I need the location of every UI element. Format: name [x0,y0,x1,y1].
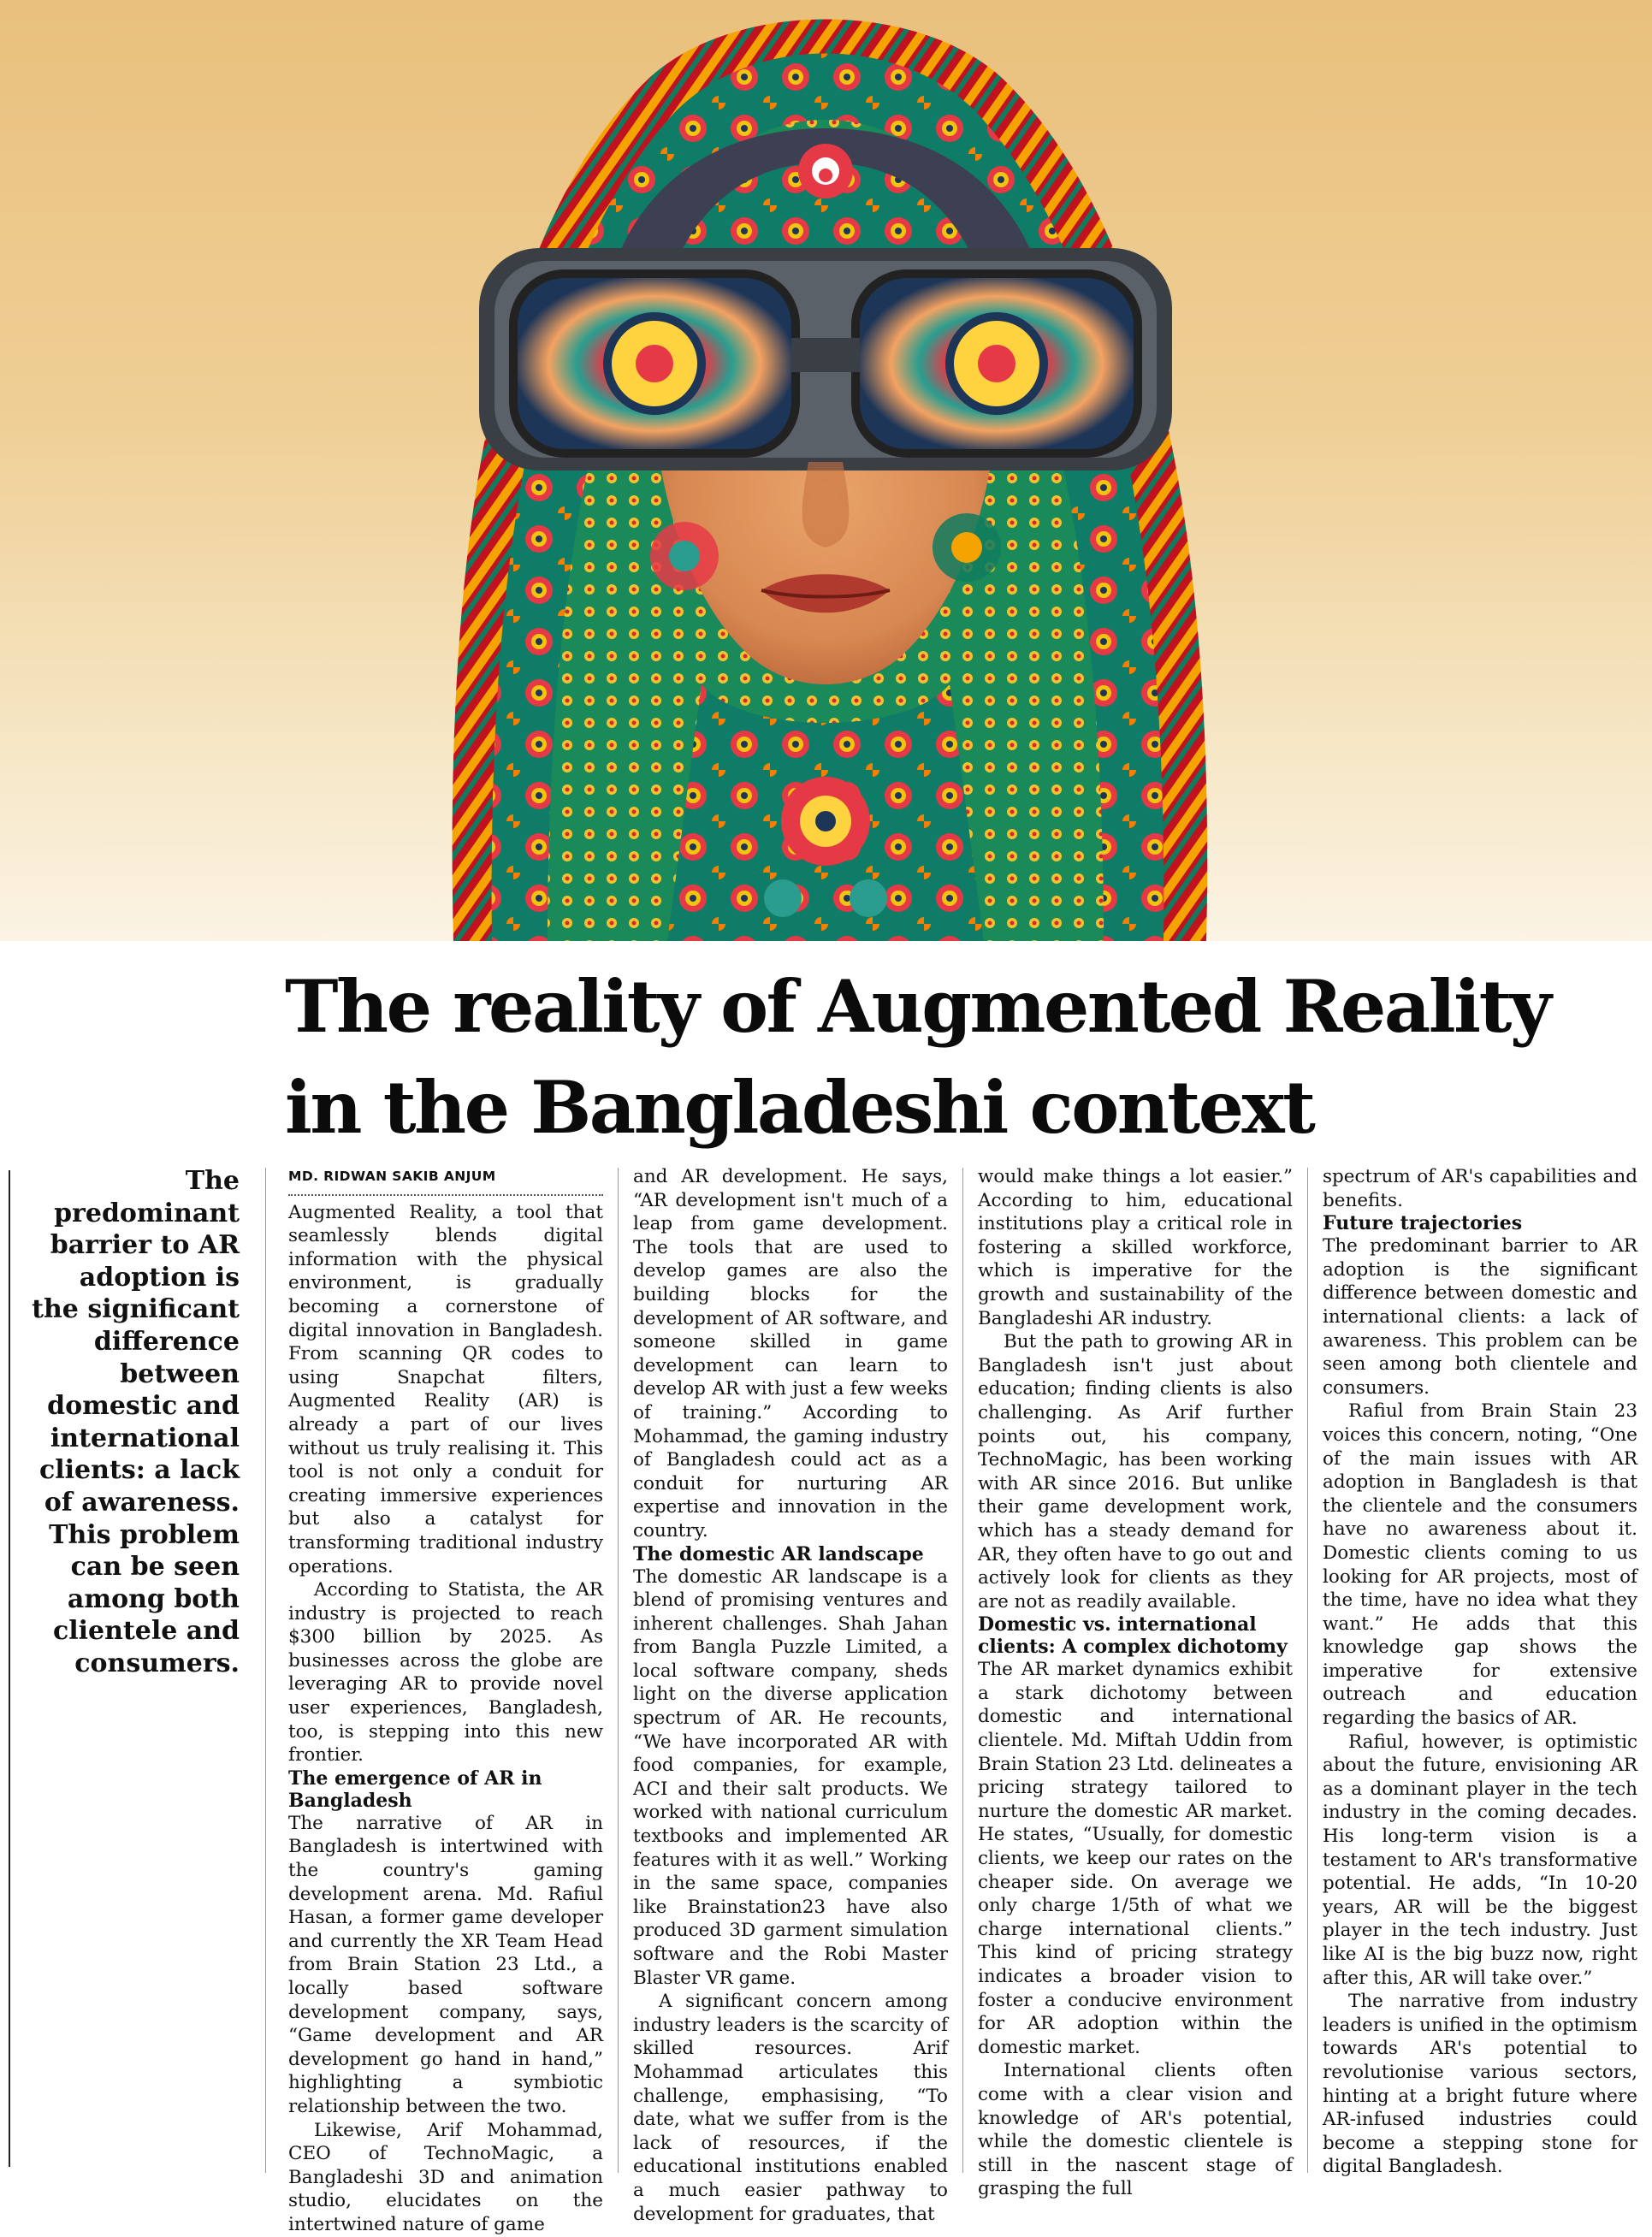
pull-quote-line: between [120,1358,240,1389]
column-divider [1307,1168,1308,2173]
paragraph: The narrative of AR in Bangladesh is intertwined with the country's gaming development arena. Md. Rafiul Hasan, a former game developer and currently the XR Team Head from Brain Station 23 Ltd., a locally based software development company, says, “Game development and AR development go hand in hand,” highlighting a symbiotic relationship between the two. [288,1812,603,2117]
paragraph: would make things a lot easier.” According to him, educational institutions play a critical role in fostering a skilled workforce, which is imperative for the growth and sustainability of the Bangladeshi AR industry. [978,1166,1293,1329]
pull-quote-line: domestic and [47,1391,240,1422]
article-column-1 [288,1165,603,2237]
pull-quote-line: can be seen [70,1552,240,1583]
pull-quote-line: among both [67,1583,240,1614]
pull-quote-line: barrier to AR [50,1230,240,1261]
article-column-3 [978,1165,1293,2201]
column-divider [265,1168,266,2173]
pull-quote-line: clientele and [52,1616,240,1647]
column-divider [618,1168,619,2173]
subheading: The emergence of AR in Bangladesh [288,1767,542,1812]
pull-quote-line: predominant [54,1198,240,1228]
pull-quote-line: adoption is [79,1262,240,1293]
pull-quote-line: clients: a lack [39,1455,240,1486]
pull-quote-line: The [185,1166,240,1196]
article-headline [285,956,1645,1158]
paragraph: Rafiul from Brain Stain 23 voices this concern, noting, “One of the main issues with AR adoption in Bangladesh is that the clientele and the consumers have no awareness about it. Domestic clients coming to us looking for AR projects, most of the time, have no idea what they want.” He adds that this knowledge gap shows the imperative for extensive outreach and education regarding the basics of AR. [1323,1400,1637,1730]
pull-quote-line: of awareness. [44,1487,240,1518]
column-divider [962,1168,963,2173]
headline-line-1: The reality of Augmented Reality [285,964,1550,1049]
paragraph: A significant concern among industry leaders is the scarcity of skilled resources. Arif Mohammad articulates this challenge, emphasising, “To date, what we suffer from is the lack of resources, if the educational institutions enabled a much easier pathway to development for graduates, that [633,1991,948,2225]
paragraph: The narrative from industry leaders is unified in the optimism towards AR's potential to revolutionise various sectors, hinting at a bright future where AR-infused industries could become a stepping stone for digital Bangladesh. [1323,1991,1637,2178]
paragraph: International clients often come with a clear vision and knowledge of AR's potential, while the domestic clientele is still in the nascent stage of grasping the full [978,2060,1293,2200]
paragraph: The AR market dynamics exhibit a stark dichotomy between domestic and international clientele. Md. Miftah Uddin from Brain Station 23 Ltd. delineates a pricing strategy tailored to nurture the domestic AR market. He states, “Usually, for domestic clients, we keep our rates on the cheaper side. On average we only charge 1/5th of what we charge international clients.” This kind of pricing strategy indicates a broader vision to foster a conducive environment for AR adoption within the domestic market. [978,1659,1293,2058]
pull-quote-rule [9,1170,10,2167]
subheading: Future trajectories [1323,1212,1523,1235]
paragraph: According to Statista, the AR industry is projected to reach $300 billion by 2025. As businesses across the globe are leveraging AR to provide novel user experiences, Bangladesh, too, is stepping into this new frontier. [288,1579,603,1767]
woman-with-ar-goggles-artwork [0,0,1652,941]
subheading: Domestic vs. international clients: A complex dichotomy [978,1613,1288,1659]
paragraph: Rafiul, however, is optimistic about the future, envisioning AR as a dominant player in the tech industry in the coming decades. His long-term vision is a testament to AR's transformative potential. He adds, “In 10-20 years, AR will be the biggest player in the tech industry. Just like AI is the big buzz now, right after this, AR will take over.” [1323,1731,1637,1989]
paragraph: But the path to growing AR in Bangladesh isn't just about education; finding clients is also challenging. As Arif further points out, his company, TechnoMagic, has been working with AR since 2016. But unlike their game development work, which has a steady demand for AR, they often have to go out and actively look for clients as they are not as readily available. [978,1331,1293,1613]
hero-illustration [0,0,1652,941]
paragraph: Augmented Reality, a tool that seamlessly blends digital information with the physical environment, is gradually becoming a cornerstone of digital innovation in Bangladesh. From scanning QR codes to using Snapchat filters, Augmented Reality (AR) is already a part of our lives without us truly realising it. This tool is not only a conduit for creating immersive experiences but also a catalyst for transforming traditional industry operations. [288,1201,603,1577]
article-column-4 [1323,1165,1637,2179]
headline-line-2: in the Bangladeshi context [285,1065,1314,1150]
pull-quote-line: consumers. [74,1648,240,1678]
pull-quote-line: international [50,1423,240,1453]
paragraph: The domestic AR landscape is a blend of promising ventures and inherent challenges. Shah Jahan from Bangla Puzzle Limited, a local software company, sheds light on the diverse application spectrum of AR. He recounts, “We have incorporated AR with food companies, for example, ACI and their salt products. We worked with national curriculum textbooks and implemented AR features with it as well.” Working in the same space, companies like Brainstation23 have also produced 3D garment simulation software and the Robi Master Blaster VR game. [633,1565,948,1989]
pull-quote-line: This problem [49,1519,240,1550]
paragraph: Likewise, Arif Mohammad, CEO of TechnoMagic, a Bangladeshi 3D and animation studio, elucidates on the intertwined nature of game [288,2119,603,2235]
byline: MD. RIDWAN SAKIB ANJUM [288,1165,603,1196]
paragraph: spectrum of AR's capabilities and benefits. [1323,1166,1637,1211]
pull-quote-line: the significant [32,1294,240,1325]
subheading: The domestic AR landscape [633,1542,924,1565]
article-column-2 [633,1165,948,2226]
paragraph: and AR development. He says, “AR development isn't much of a leap from game development. The tools that are used to develop games are also the building blocks for the development of AR software, and someone skilled in game development can learn to develop AR with just a few weeks of training.” According to Mohammad, the gaming industry of Bangladesh could act as a conduit for nurturing AR expertise and innovation in the country. [633,1166,948,1542]
pull-quote [26,1165,240,1680]
pull-quote-line: difference [93,1326,240,1357]
paragraph: The predominant barrier to AR adoption is the significant difference between domestic and international clients: a lack of awareness. This problem can be seen among both clientele and consumers. [1323,1235,1637,1399]
